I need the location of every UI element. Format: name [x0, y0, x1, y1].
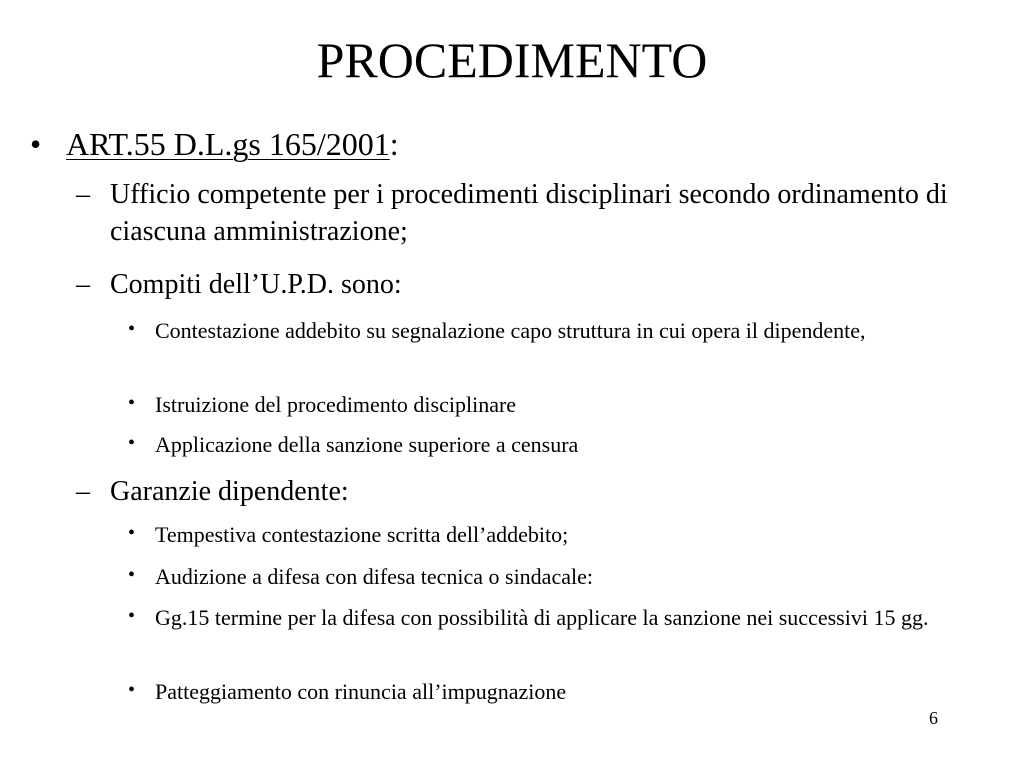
list-item: [128, 429, 978, 460]
list-item-text: Tempestiva contestazione scritta dell’addebito;: [155, 522, 569, 547]
sub-item-text: Compiti dell’U.P.D. sono:: [110, 269, 402, 300]
bullet-marker: •: [128, 679, 136, 701]
bullet-marker: •: [128, 392, 136, 414]
list-item: [128, 315, 978, 346]
list-item-text: Istruizione del procedimento disciplinare: [155, 392, 517, 417]
bullet-marker: •: [128, 318, 136, 340]
slide-title: PROCEDIMENTO: [316, 32, 708, 88]
list-item: [128, 676, 978, 707]
list-item: [128, 602, 978, 633]
sub-item-garanzie: [76, 473, 976, 510]
list-item: [128, 389, 978, 420]
art55-suffix: :: [389, 126, 399, 162]
list-item-text: Applicazione della sanzione superiore a censura: [155, 432, 579, 457]
list-item-text: Patteggiamento con rinuncia all’impugnazione: [155, 679, 567, 704]
sub-item-compiti: [76, 266, 976, 303]
dash-marker: –: [76, 269, 90, 300]
list-item-text: Audizione a difesa con difesa tecnica o sindacale:: [155, 564, 593, 589]
bullet-marker: •: [128, 522, 136, 544]
dash-marker: –: [76, 476, 90, 507]
bullet-marker: •: [128, 432, 136, 454]
sub-item-ufficio: [76, 176, 976, 250]
page-number: 6: [929, 708, 938, 728]
dash-marker: –: [76, 179, 90, 210]
list-item: [128, 519, 978, 550]
sub-item-text: Garanzie dipendente:: [110, 476, 349, 507]
art55-link[interactable]: ART.55 D.L.gs 165/2001: [66, 126, 390, 162]
bullet-marker: •: [128, 605, 136, 627]
bullet-art55: [30, 118, 399, 170]
list-item-text: Gg.15 termine per la difesa con possibilità di applicare la sanzione nei successivi 15 gg.: [155, 605, 929, 630]
bullet-marker: •: [128, 564, 136, 586]
sub-item-text: Ufficio competente per i procedimenti disciplinari secondo ordinamento di ciascuna amministrazione;: [110, 179, 948, 247]
list-item-text: Contestazione addebito su segnalazione capo struttura in cui opera il dipendente,: [155, 318, 866, 343]
list-item: [128, 561, 978, 592]
bullet-marker: •: [30, 126, 42, 162]
